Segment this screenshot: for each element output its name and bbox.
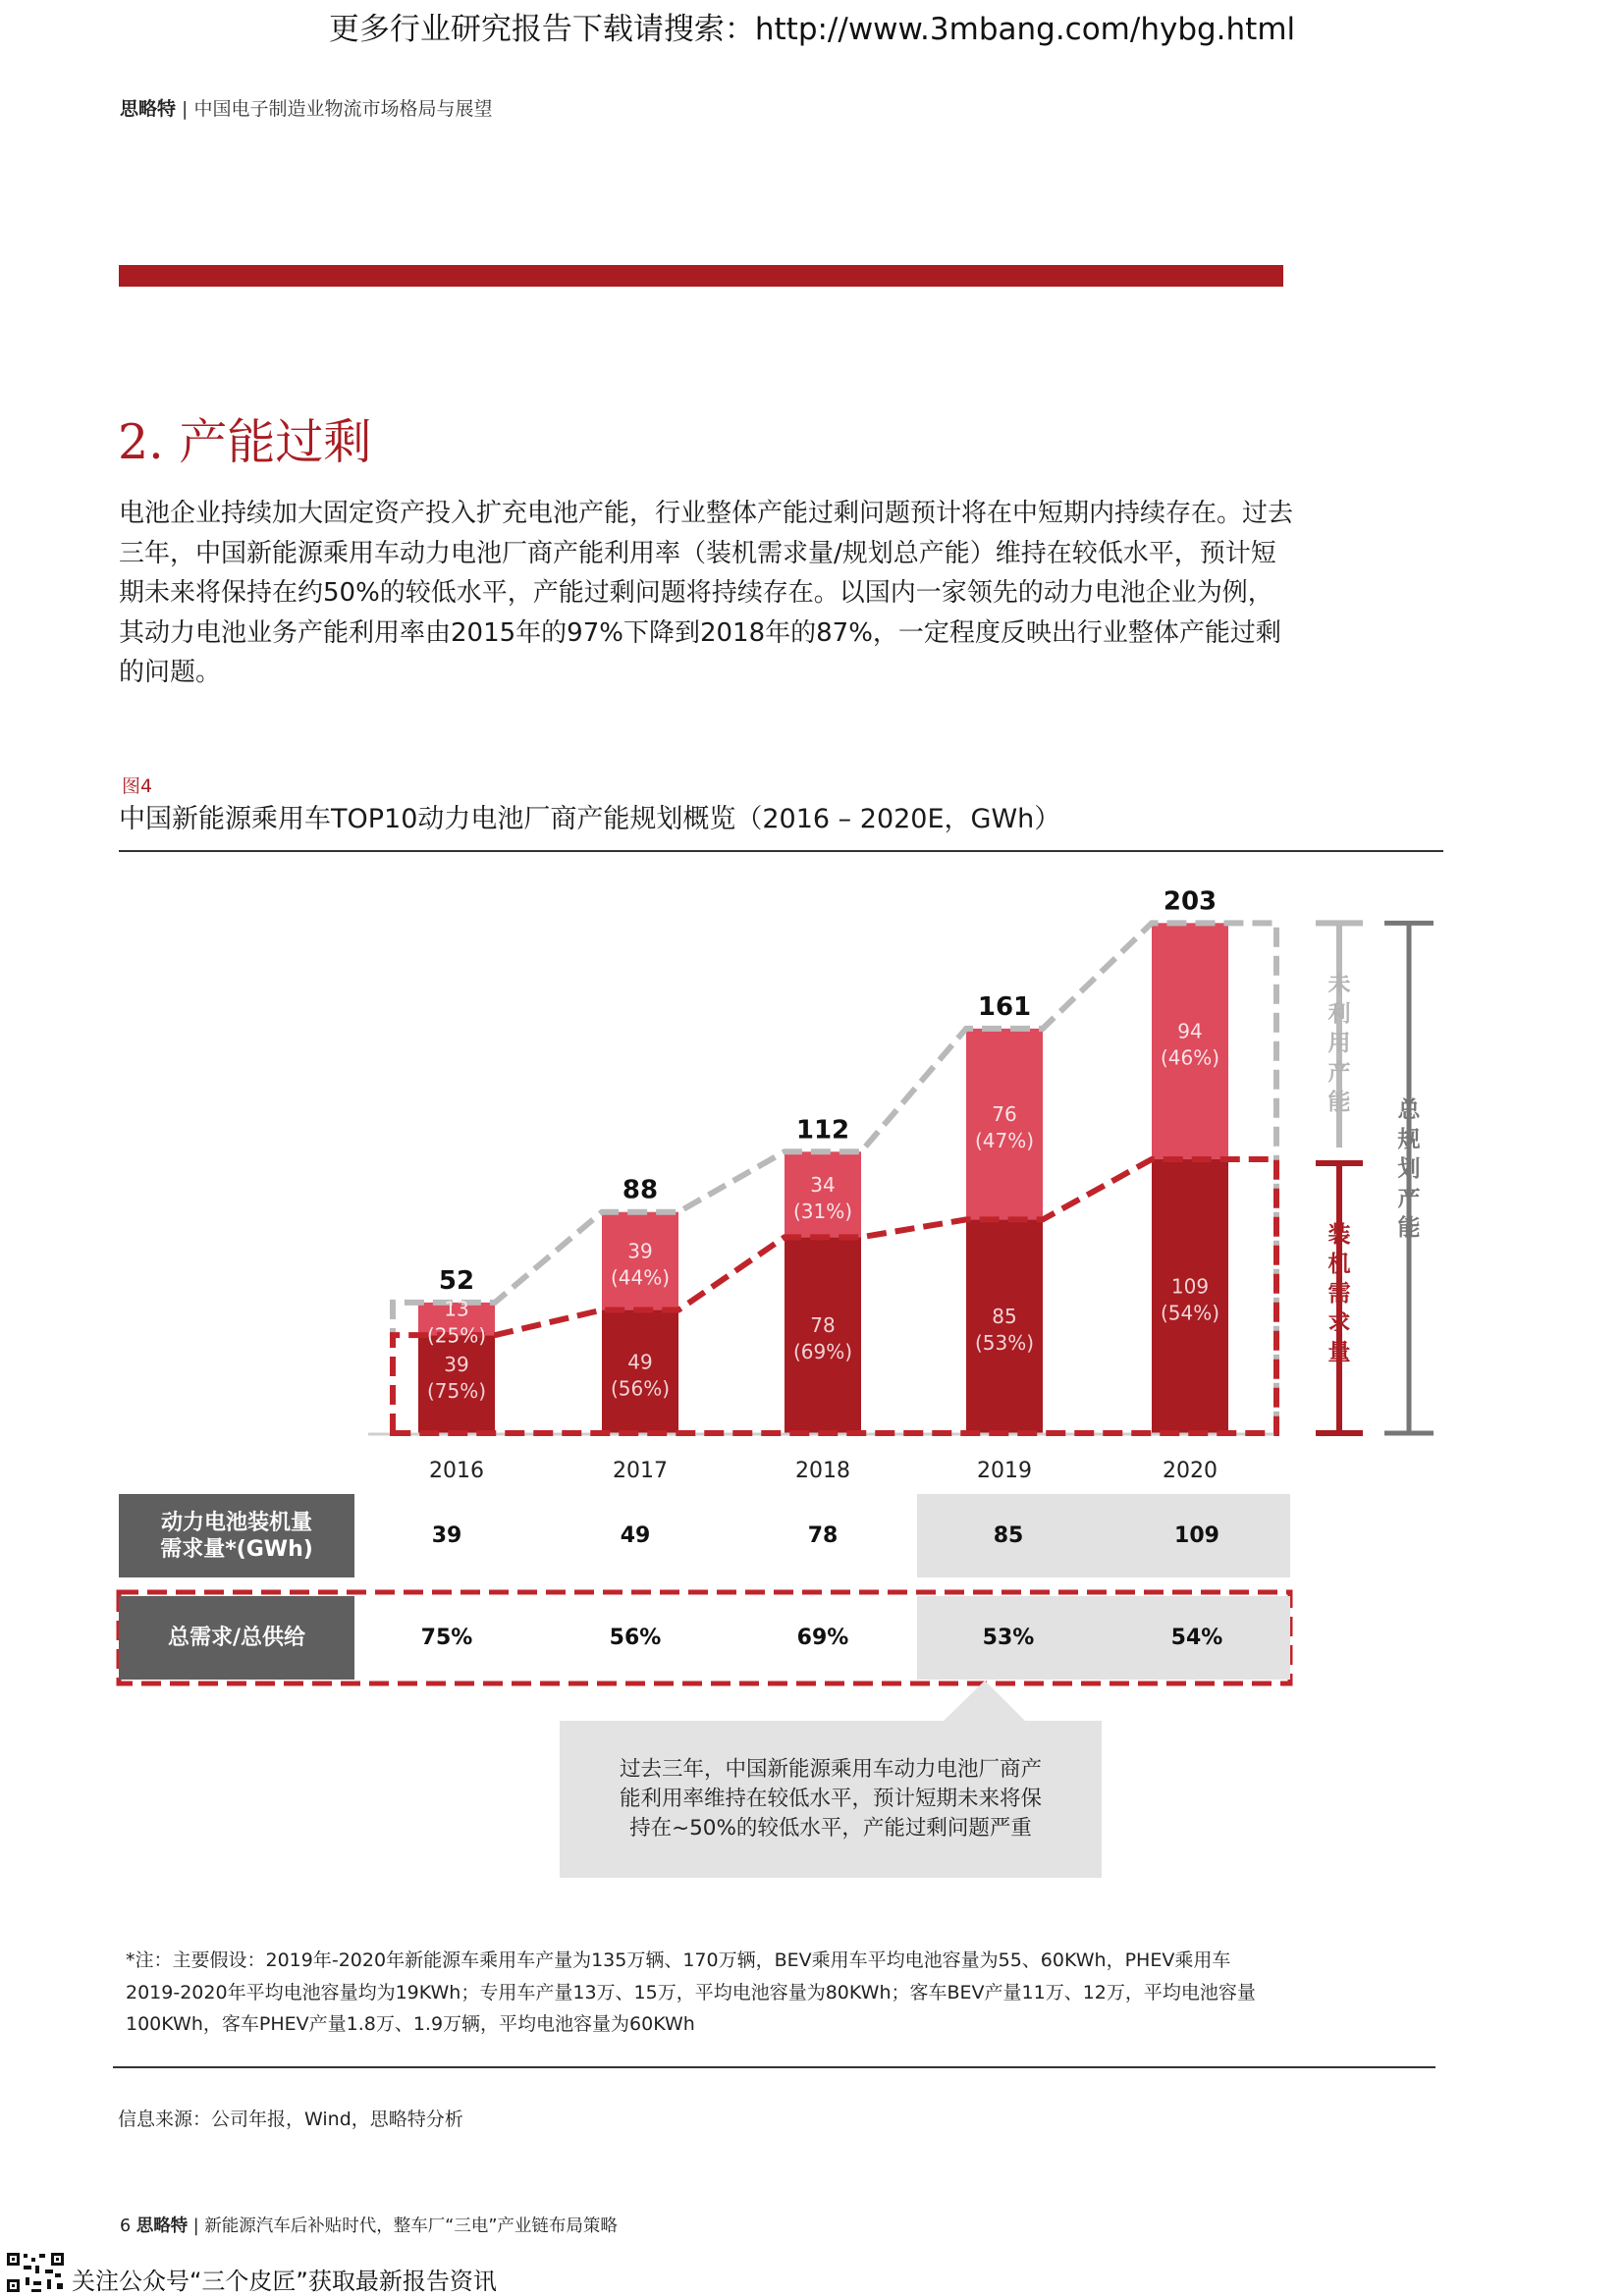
label-unused-value: 94 (1177, 1019, 1203, 1043)
figure-title: 中国新能源乘用车TOP10动力电池厂商产能规划概览（2016 – 2020E，GWh） (119, 804, 1061, 834)
body-paragraph: 电池企业持续加大固定资产投入扩充电池产能，行业整体产能过剩问题预计将在中短期内持续存在。过去三年，中国新能源乘用车动力电池厂商产能利用率（装机需求量/规划总产能）维持在较低水平，预计短期未来将保持在约50%的较低水平，产能过剩问题将持续存在。以国内一家领先的动力电池企业为例，其动力电池业务产能利用率由2015年的97%下降到2018年的87%，一定程度反映出行业整体产能过剩的问题。 (119, 499, 1294, 687)
label-category: 2016 (429, 1459, 484, 1483)
footer-title: 新能源汽车后补贴时代，整车厂“三电”产业链布局策略 (204, 2216, 618, 2236)
footnote-line: 100KWh，客车PHEV产量1.8万、1.9万辆，平均电池容量为60KWh (126, 2013, 695, 2035)
table-row1-header-line2: 需求量*(GWh) (160, 1536, 313, 1562)
legend-demand: 装机需求量 (1327, 1222, 1351, 1365)
label-category: 2018 (795, 1459, 850, 1483)
callout-pointer (943, 1681, 1026, 1722)
label-demand-value: 109 (1170, 1274, 1210, 1299)
label-category: 2020 (1163, 1459, 1218, 1483)
table-cell-demand: 78 (807, 1523, 839, 1548)
label-total: 161 (977, 991, 1032, 1022)
callout-line: 持在~50%的较低水平，产能过剩问题严重 (629, 1816, 1032, 1841)
label-total: 112 (795, 1115, 850, 1146)
table-row2-header: 总需求/总供给 (119, 1596, 354, 1680)
header-title: 中国电子制造业物流市场格局与展望 (193, 98, 493, 120)
table-cell-ratio: 54% (1170, 1626, 1223, 1650)
label-unused-value: 39 (627, 1239, 653, 1263)
callout-text (560, 1755, 1102, 1843)
callout-line: 能利用率维持在较低水平，预计短期未来将保 (619, 1787, 1042, 1811)
label-demand-value: 78 (810, 1313, 836, 1338)
table-cell-demand: 39 (431, 1523, 462, 1548)
label-demand-pct: (54%) (1160, 1301, 1220, 1325)
label-unused-pct: (31%) (792, 1199, 853, 1223)
table-cell-ratio: 69% (796, 1626, 849, 1650)
label-total: 203 (1163, 886, 1218, 917)
footer-brand: 思略特 (135, 2216, 189, 2236)
source-note: 信息来源：公司年报，Wind，思略特分析 (118, 2109, 463, 2130)
follow-note: 关注公众号“三个皮匠”获取最新报告资讯 (72, 2268, 497, 2295)
label-category: 2019 (977, 1459, 1032, 1483)
label-demand-pct: (75%) (426, 1379, 487, 1403)
figure-label: 图4 (122, 775, 153, 797)
table-cell-ratio: 75% (420, 1626, 473, 1650)
section-title: 2. 产能过剩 (118, 414, 372, 470)
label-total: 88 (622, 1175, 659, 1205)
label-demand-pct: (56%) (610, 1376, 671, 1401)
footnote-rule (113, 2066, 1435, 2068)
label-unused-pct: (25%) (426, 1323, 487, 1348)
legend-layer (1316, 923, 1434, 1433)
footnote-line: 2019-2020年平均电池容量均为19KWh；专用车产量13万、15万，平均电池容量为80KWh；客车BEV产量11万、12万，平均电池容量 (126, 1981, 1256, 2003)
label-unused-pct: (47%) (974, 1129, 1035, 1153)
page-footer: 6 思略特 | 新能源汽车后补贴时代，整车厂“三电”产业链布局策略 (120, 2216, 618, 2236)
footnote (126, 1945, 1441, 2041)
label-demand-pct: (53%) (974, 1331, 1035, 1356)
footnote-line: *注：主要假设：2019年-2020年新能源车乘用车产量为135万辆、170万辆，BEV乘用车平均电池容量为55、60KWh，PHEV乘用车 (126, 1949, 1231, 1971)
table-cell-demand: 49 (620, 1523, 651, 1548)
page-number: 6 (120, 2216, 132, 2236)
legend-unused: 未利用产能 (1327, 972, 1351, 1115)
legend-total: 总规划产能 (1397, 1097, 1421, 1241)
callout-line: 过去三年，中国新能源乘用车动力电池厂商产 (619, 1757, 1042, 1782)
label-demand-value: 85 (992, 1305, 1017, 1329)
label-demand-pct: (69%) (792, 1340, 853, 1364)
header-brand: 思略特 (120, 98, 177, 120)
label-unused-value: 13 (444, 1297, 469, 1321)
label-unused-value: 76 (992, 1102, 1017, 1127)
qr-code-icon[interactable] (6, 2252, 65, 2293)
table-row1-header-line1: 动力电池装机量 (160, 1510, 312, 1535)
label-unused-pct: (44%) (610, 1265, 671, 1290)
table-cell-demand: 109 (1174, 1523, 1219, 1548)
label-demand-value: 39 (444, 1353, 469, 1376)
download-banner: 更多行业研究报告下载请搜索：http://www.3mbang.com/hybg.html (328, 12, 1296, 47)
table-cell-ratio: 53% (982, 1626, 1035, 1650)
label-total: 52 (438, 1265, 475, 1296)
label-unused-value: 34 (810, 1172, 836, 1197)
table-cell-ratio: 56% (609, 1626, 662, 1650)
label-demand-value: 49 (627, 1350, 653, 1374)
table-cell-demand: 85 (993, 1523, 1024, 1548)
label-unused-pct: (46%) (1160, 1045, 1220, 1070)
table-row1-header (119, 1494, 354, 1577)
running-header: 思略特 | 中国电子制造业物流市场格局与展望 (120, 98, 493, 120)
label-category: 2017 (613, 1459, 668, 1483)
